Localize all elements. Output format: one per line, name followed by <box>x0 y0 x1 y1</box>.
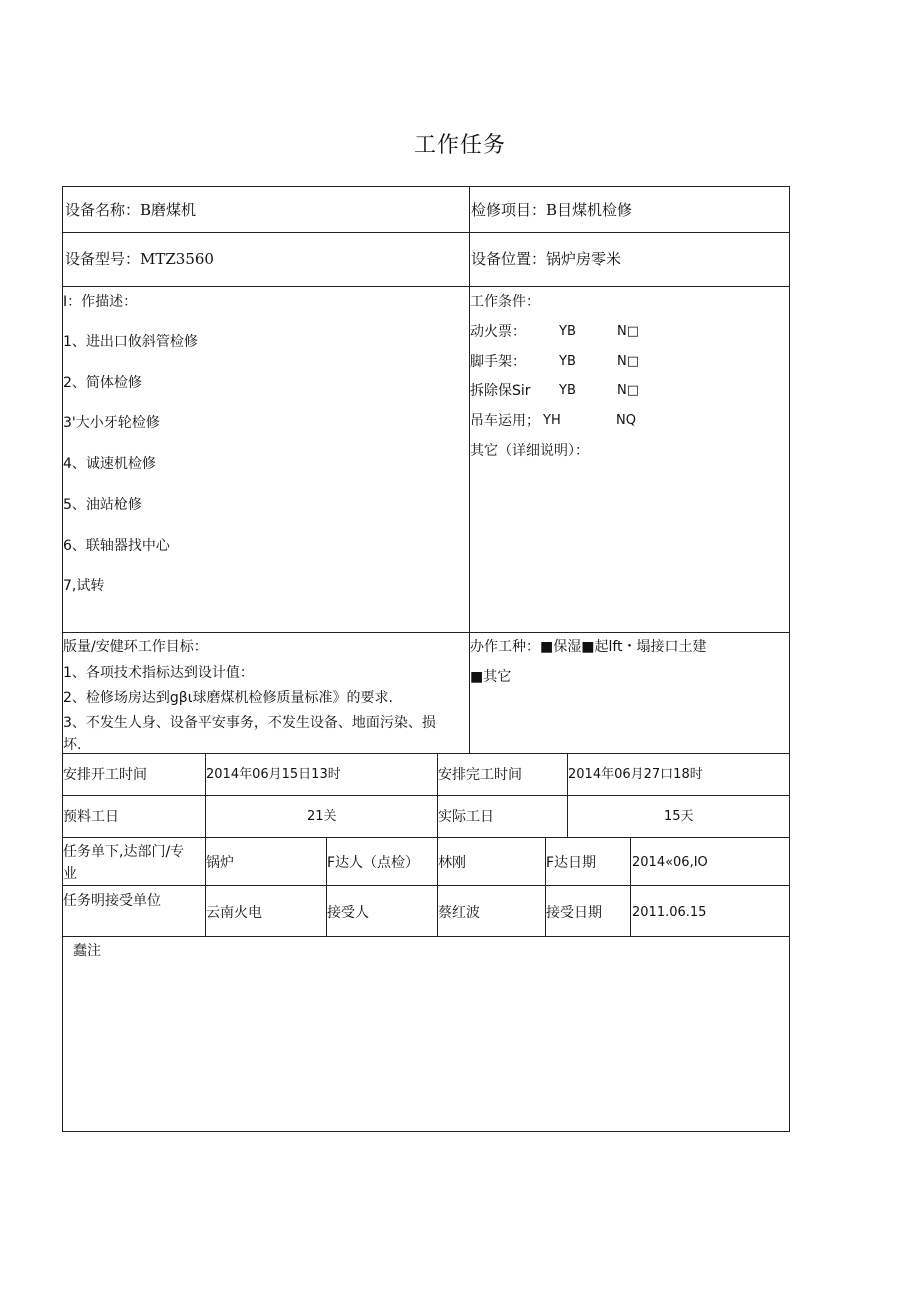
condition-other: 其它（详细说明）： <box>470 443 589 459</box>
condition-label: 动火票： <box>470 324 526 340</box>
planned-workdays-label: 预料工日 <box>63 809 119 825</box>
row-divider <box>63 795 789 796</box>
condition-label: 吊车运用； <box>470 413 540 429</box>
page-title: 工作任务 <box>413 133 506 158</box>
condition-yes: YB <box>559 324 576 339</box>
condition-no: N□ <box>617 354 640 369</box>
column-divider <box>630 837 631 936</box>
receive-person: 蔡红波 <box>438 905 480 921</box>
work-item: 4、诚速机检修 <box>63 456 156 472</box>
work-item: 3'大小牙轮检修 <box>63 415 160 431</box>
row-divider <box>63 753 789 754</box>
issue-dept-label-2: 业 <box>63 866 77 882</box>
issue-dept-label: 任务单下,达部门/专 <box>63 844 185 860</box>
work-item: 7,试转 <box>63 578 105 594</box>
row-divider <box>63 837 789 838</box>
receive-unit: 云南火电 <box>206 905 262 921</box>
receive-person-label: 接受人 <box>327 905 369 921</box>
issue-person: 林刚 <box>438 855 466 871</box>
device-location: 设备位置：锅炉房零米 <box>471 250 622 268</box>
start-time-label: 安排开工时间 <box>63 767 147 783</box>
row-divider <box>63 286 789 287</box>
receive-date: 2011.06.15 <box>632 905 707 920</box>
quality-goal-line: 1、各项技术指标达到设计值： <box>63 665 254 681</box>
condition-no: N□ <box>617 324 640 339</box>
end-time-value: 2014年06月27口18时 <box>568 767 703 782</box>
actual-workdays-value: 15天 <box>664 809 694 824</box>
work-item: 5、油站枪修 <box>63 497 142 513</box>
condition-yes: YB <box>559 383 576 398</box>
quality-goal-line: 2、检修场房达到gβι球磨煤机检修质量标准》的要求. <box>63 690 393 706</box>
issue-person-label: F达人（点检） <box>327 855 420 871</box>
quality-goals-heading: 版量/安健环工作目标： <box>63 639 208 655</box>
condition-label: 脚手架： <box>470 354 526 370</box>
quality-goal-line: 3、不发生人身、设备平安事务，不发生设备、地面污染、损 <box>63 715 436 731</box>
condition-no: NQ <box>616 413 636 428</box>
row-divider <box>63 936 789 937</box>
work-order-table <box>62 186 790 1132</box>
device-model: 设备型号：MTZ3560 <box>65 250 214 268</box>
receive-date-label: 接受日期 <box>546 905 602 921</box>
work-item: 2、简体检修 <box>63 375 142 391</box>
inspection-item: 检修项目：B目煤机检修 <box>471 201 633 219</box>
quality-goal-line: 坏. <box>63 737 82 753</box>
condition-label: 拆除保Sir <box>470 383 531 399</box>
work-types-other: ■其它 <box>470 669 512 685</box>
condition-no: N□ <box>617 383 640 398</box>
work-types: 办作工种：■保湿■起lft・塌接口土建 <box>470 639 707 655</box>
end-time-label: 安排完工时间 <box>438 767 522 783</box>
row-divider <box>63 232 789 233</box>
start-time-value: 2014年06月15日13时 <box>206 767 341 782</box>
issue-dept: 锅炉 <box>206 855 234 871</box>
actual-workdays-label: 实际工日 <box>438 809 494 825</box>
receive-unit-label: 任务明接受单位 <box>63 893 161 909</box>
planned-workdays-value: 21关 <box>307 809 337 824</box>
row-divider <box>63 885 789 886</box>
row-divider <box>63 632 789 633</box>
condition-yes: YH <box>543 413 561 428</box>
work-description-heading: I：作描述： <box>63 294 138 310</box>
work-conditions-heading: 工作条件： <box>470 294 540 310</box>
work-item: 6、联轴器找中心 <box>63 538 170 554</box>
issue-date: 2014«06,IO <box>632 855 708 870</box>
remarks-label: 蠢注 <box>73 943 101 959</box>
issue-date-label: F达日期 <box>546 855 597 871</box>
device-name: 设备名称：B磨煤机 <box>65 201 197 219</box>
work-item: 1、进出口攸斜管检修 <box>63 334 198 350</box>
condition-yes: YB <box>559 354 576 369</box>
